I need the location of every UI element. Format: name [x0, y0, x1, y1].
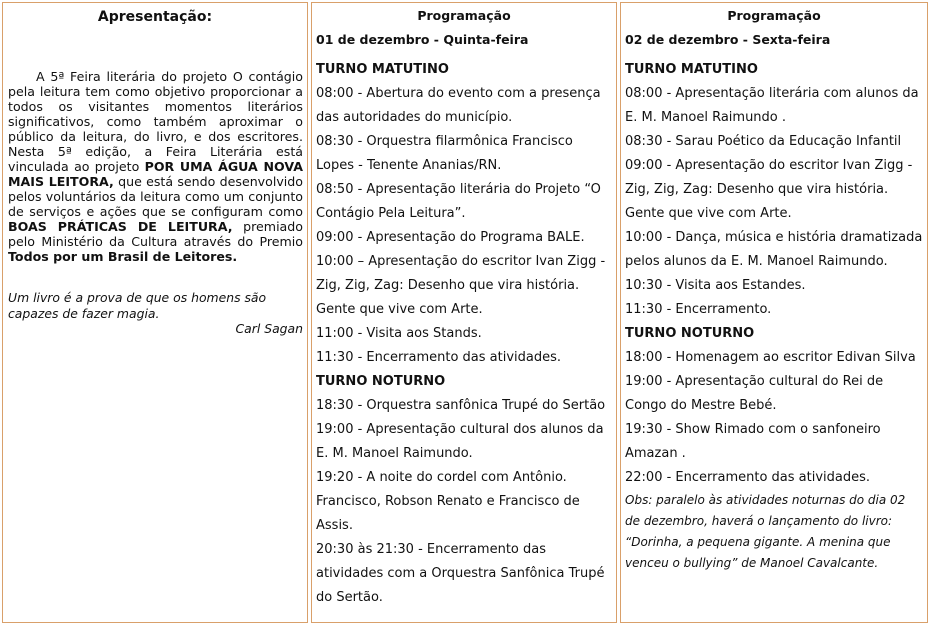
schedule-item: 11:30 - Encerramento das atividades. [316, 350, 562, 365]
presentation-title: Apresentação: [97, 9, 213, 25]
morning-schedule-list [312, 82, 616, 370]
schedule-item: 22:00 - Encerramento das atividades. [625, 470, 871, 485]
schedule-item: 11:00 - Visita aos Stands. [316, 326, 482, 341]
intro-text: que está sendo desenvolvido pelos voluntários da leitura como um conjunto de serviços e ações que se configuram como [8, 174, 303, 219]
schedule-item: 08:00 - Apresentação literária com alunos da E. M. Manoel Raimundo . [625, 86, 919, 125]
schedule-item: 10:30 - Visita aos Estandes. [625, 278, 806, 293]
schedule-item: 20:30 às 21:30 - Encerramento das atividades com a Orquestra Sanfônica Trupé do Sertão. [316, 542, 605, 605]
morning-shift-heading: TURNO MATUTINO [316, 62, 449, 77]
intro-good-practices: BOAS PRÁTICAS DE LEITURA, [8, 219, 233, 234]
intro-text: premiado pelo Ministério da Cultura através do Premio [8, 219, 303, 249]
intro-award-name: Todos por um Brasil de Leitores. [8, 249, 238, 264]
schedule-item: 10:00 - Dança, música e história dramatizada pelos alunos da E. M. Manoel Raimundo. [625, 230, 923, 269]
schedule-item: 09:00 - Apresentação do Programa BALE. [316, 230, 585, 245]
book-launch-note: Obs: paralelo às atividades noturnas do dia 02 de dezembro, haverá o lançamento do livro: “Dorinha, a pequena gigante. A menina que venceu o bullying” de Manoel Cavalcante. [625, 493, 906, 570]
night-schedule-list [621, 346, 927, 490]
schedule-item: 08:50 - Apresentação literária do Projeto “O Contágio Pela Leitura”. [316, 182, 601, 221]
schedule-item: 08:30 - Orquestra filarmônica Francisco Lopes - Tenente Ananias/RN. [316, 134, 573, 173]
schedule-item: 10:00 – Apresentação do escritor Ivan Zigg - Zig, Zig, Zag: Desenho que vira história. Gente que vive com Arte. [316, 254, 606, 317]
night-schedule-list [312, 394, 616, 610]
intro-text: A 5ª Feira literária do projeto O contágio pela leitura tem como objetivo proporcionar a todos os visitantes momentos literários significativos, como também aproximar o público da leitura, do livro, e dos escritores. Nesta 5ª edição, a Feira Literária está vinculada ao projeto [8, 69, 303, 174]
night-shift-heading: TURNO NOTURNO [316, 374, 446, 389]
schedule-item: 19:00 - Apresentação cultural dos alunos da E. M. Manoel Raimundo. [316, 422, 604, 461]
night-shift-heading: TURNO NOTURNO [625, 326, 755, 341]
schedule-item: 08:00 - Abertura do evento com a presença das autoridades do município. [316, 86, 601, 125]
schedule-item: 18:30 - Orquestra sanfônica Trupé do Sertão [316, 398, 606, 413]
presentation-intro [8, 69, 303, 264]
morning-schedule-list [621, 82, 927, 322]
intro-project-name: POR UMA ÁGUA NOVA MAIS LEITORA, [8, 159, 303, 189]
schedule-item: 09:00 - Apresentação do escritor Ivan Zigg - Zig, Zig, Zag: Desenho que vira história. Gente que vive com Arte. [625, 158, 913, 221]
schedule-item: 19:00 - Apresentação cultural do Rei de Congo do Mestre Bebé. [625, 374, 884, 413]
schedule-item: 19:20 - A noite do cordel com Antônio. Francisco, Robson Renato e Francisco de Assis. [316, 470, 580, 533]
schedule-item: 08:30 - Sarau Poético da Educação Infantil [625, 134, 902, 149]
quote-text: Um livro é a prova de que os homens são capazes de fazer magia. [8, 290, 267, 321]
schedule-item: 19:30 - Show Rimado com o sanfoneiro Amazan . [625, 422, 881, 461]
schedule-date: 02 de dezembro - Sexta-feira [625, 32, 831, 47]
presentation-column [2, 2, 308, 623]
schedule-day1-column [311, 2, 617, 623]
schedule-heading: Programação [417, 8, 511, 23]
schedule-date: 01 de dezembro - Quinta-feira [316, 32, 529, 47]
quote-author: Carl Sagan [235, 321, 303, 336]
schedule-item: 18:00 - Homenagem ao escritor Edivan Silva [625, 350, 916, 365]
schedule-item: 11:30 - Encerramento. [625, 302, 772, 317]
schedule-day2-column [620, 2, 928, 623]
schedule-heading: Programação [727, 8, 821, 23]
morning-shift-heading: TURNO MATUTINO [625, 62, 758, 77]
